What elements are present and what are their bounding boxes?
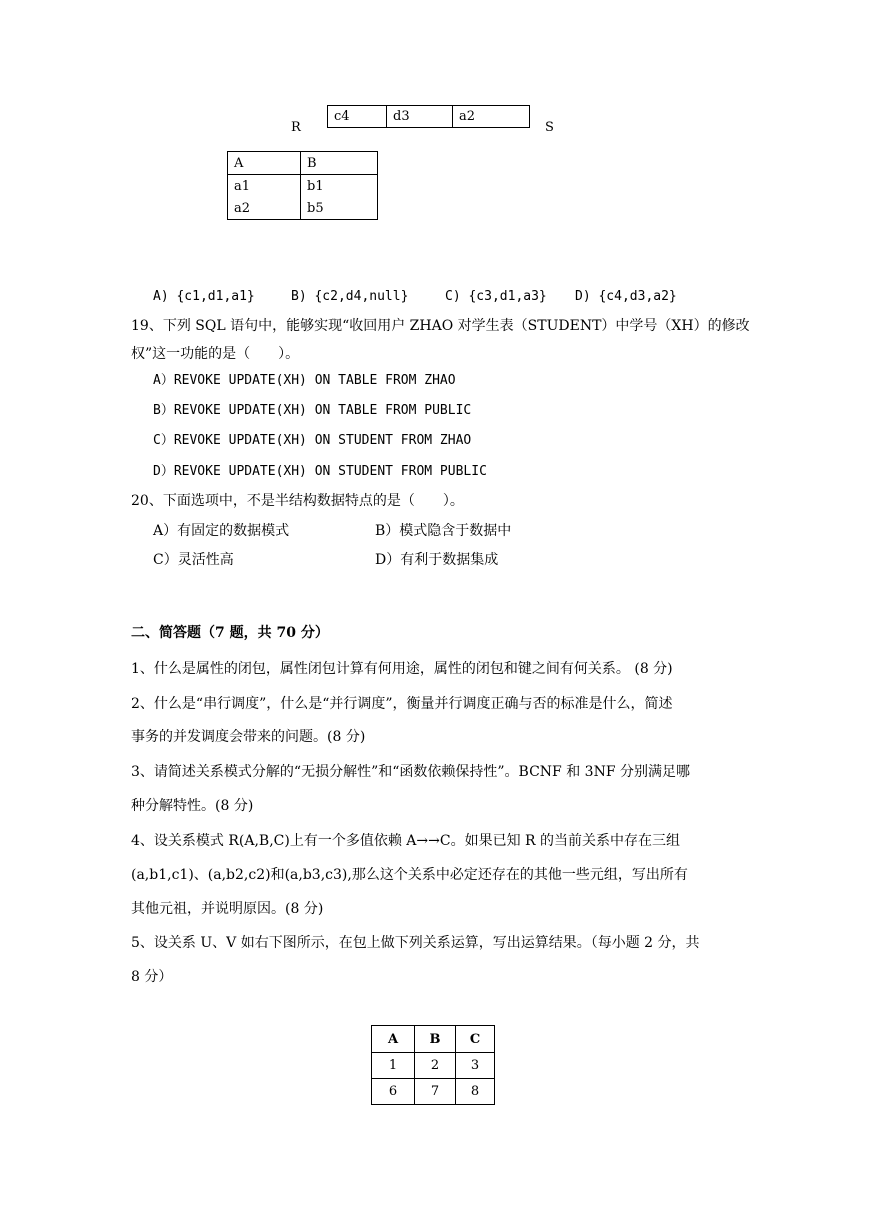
s2-q4-line1: 4、设关系模式 R(A,B,C)上有一个多值依赖 A→→C。如果已知 R 的当前关系中存在三组 xyxy=(131,833,681,849)
s2-q2-line1: 2、什么是“串行调度”，什么是“并行调度”，衡量并行调度正确与否的标准是什么，简述 xyxy=(131,696,673,712)
top-table-cell: d3 xyxy=(387,106,453,128)
r-table-cell: b5 xyxy=(307,200,324,216)
q19-line1: 19、下列 SQL 语句中，能够实现“收回用户 ZHAO 对学生表（STUDENT）中学号（XH）的修改 xyxy=(131,318,750,334)
s2-q1: 1、什么是属性的闭包，属性闭包计算有何用途，属性的闭包和键之间有何关系。 (8 分) xyxy=(131,661,673,677)
v-table-cell: 7 xyxy=(415,1079,456,1105)
s2-q4-line3: 其他元祖，并说明原因。(8 分) xyxy=(131,901,324,917)
r-table-cell: b1 xyxy=(307,178,324,194)
s2-q3-line2: 种分解特性。(8 分) xyxy=(131,798,254,814)
top-table-cell: c4 xyxy=(328,106,387,128)
s2-q5-line1: 5、设关系 U、V 如右下图所示，在包上做下列关系运算，写出运算结果。（每小题 2 分，共 xyxy=(131,935,700,951)
q19-line2: 权”这一功能的是（ ）。 xyxy=(131,346,300,362)
label-r: R xyxy=(291,120,301,135)
q19-option-d: D）REVOKE UPDATE(XH) ON STUDENT FROM PUBLIC xyxy=(153,464,487,479)
v-table xyxy=(371,1025,495,1105)
r-table-header: B xyxy=(301,152,378,175)
v-table-cell: 3 xyxy=(456,1053,495,1079)
q18-option-c: C) {c3,d1,a3} xyxy=(445,289,547,304)
top-table-cell: a2 xyxy=(453,106,530,128)
v-table-cell: 8 xyxy=(456,1079,495,1105)
q20-line1: 20、下面选项中，不是半结构数据特点的是（ ）。 xyxy=(131,493,464,509)
v-table-cell: 2 xyxy=(415,1053,456,1079)
q19-option-a: A）REVOKE UPDATE(XH) ON TABLE FROM ZHAO xyxy=(153,373,456,388)
q18-option-a: A) {c1,d1,a1} xyxy=(153,289,255,304)
v-table-header: B xyxy=(415,1026,456,1053)
label-s: S xyxy=(545,120,554,135)
q19-option-c: C）REVOKE UPDATE(XH) ON STUDENT FROM ZHAO xyxy=(153,433,472,448)
v-table-cell: 1 xyxy=(372,1053,415,1079)
r-table-cell: a1 xyxy=(228,175,301,198)
q19-option-b: B）REVOKE UPDATE(XH) ON TABLE FROM PUBLIC xyxy=(153,403,472,418)
s2-q4-line2: (a,b1,c1)、(a,b2,c2)和(a,b3,c3),那么这个关系中必定还存在的其他一些元组，写出所有 xyxy=(131,867,688,883)
s2-q5-line2: 8 分） xyxy=(131,969,173,985)
q18-option-b: B) {c2,d4,null} xyxy=(291,289,409,304)
v-table-cell: 6 xyxy=(372,1079,415,1105)
section2-title: 二、简答题（7 题，共 70 分） xyxy=(131,625,329,641)
s2-q3-line1: 3、请简述关系模式分解的“无损分解性”和“函数依赖保持性”。BCNF 和 3NF 分别满足哪 xyxy=(131,764,690,780)
q20-option-a: A）有固定的数据模式 xyxy=(153,523,290,539)
r-table xyxy=(227,151,378,220)
v-table-header: C xyxy=(456,1026,495,1053)
r-table-cell: a2 xyxy=(228,197,301,220)
v-table-header: A xyxy=(372,1026,415,1053)
r-table-header: A xyxy=(228,152,301,175)
q20-option-d: D）有利于数据集成 xyxy=(375,552,499,568)
q20-option-c: C）灵活性高 xyxy=(153,552,234,568)
top-table xyxy=(327,105,530,128)
q18-option-d: D) {c4,d3,a2} xyxy=(575,289,677,304)
q20-option-b: B）模式隐含于数据中 xyxy=(375,523,512,539)
s2-q2-line2: 事务的并发调度会带来的问题。(8 分) xyxy=(131,729,366,745)
